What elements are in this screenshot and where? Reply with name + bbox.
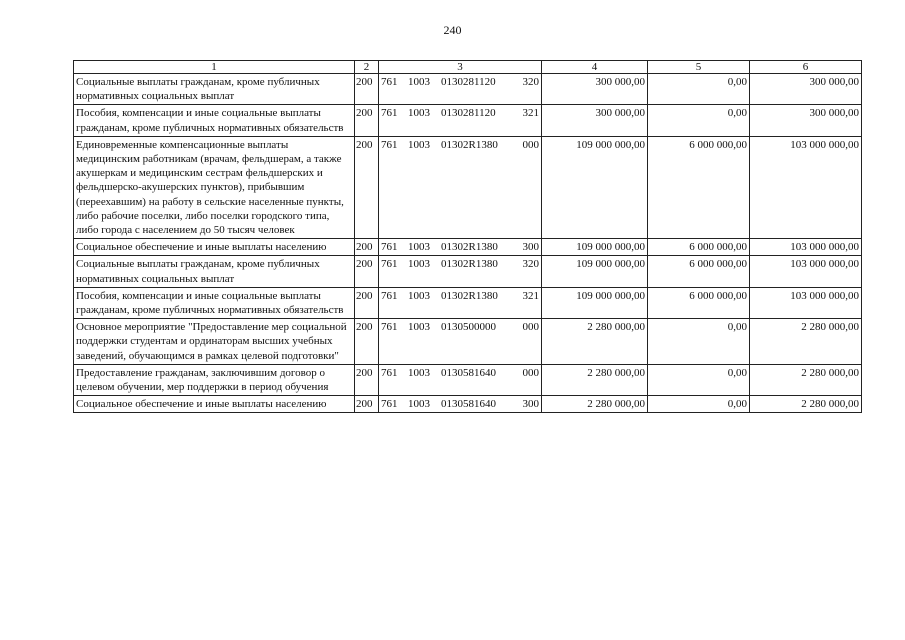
row-classification-code [379,74,542,105]
row-value-6: 2 280 000,00 [750,319,862,365]
code-target-article: 0130581640 [441,398,496,411]
row-classification-code [379,239,542,256]
row-value-4: 300 000,00 [542,74,648,105]
row-code-2: 200 [355,256,379,287]
row-classification-code [379,319,542,365]
row-code-2: 200 [355,74,379,105]
row-code-2: 200 [355,319,379,365]
row-value-6: 300 000,00 [750,105,862,136]
code-ministry: 761 [381,398,398,411]
table-row [74,364,862,395]
row-name: Социальные выплаты гражданам, кроме публичных нормативных социальных выплат [74,74,355,105]
table-row [74,105,862,136]
code-section: 1003 [408,366,430,379]
table-row [74,136,862,238]
code-ministry: 761 [381,289,398,302]
row-value-5: 0,00 [648,74,750,105]
code-target-article: 01302R1380 [441,258,498,271]
code-section: 1003 [408,107,430,120]
row-name: Социальное обеспечение и иные выплаты населению [74,396,355,413]
code-ministry: 761 [381,76,398,88]
table-row [74,319,862,365]
row-code-2: 200 [355,136,379,238]
row-code-2: 200 [355,364,379,395]
code-target-article: 01302R1380 [441,138,498,151]
table-row [74,74,862,105]
row-name: Предоставление гражданам, заключившим договор о целевом обучении, мер поддержки в период обучения [74,364,355,395]
code-section: 1003 [408,398,430,411]
row-value-6: 103 000 000,00 [750,256,862,287]
code-target-article: 0130281120 [441,107,496,120]
table-row [74,256,862,287]
code-ministry: 761 [381,366,398,379]
code-target-article: 0130500000 [441,321,496,334]
code-section: 1003 [408,258,430,271]
row-name: Социальные выплаты гражданам, кроме публичных нормативных социальных выплат [74,256,355,287]
row-value-6: 103 000 000,00 [750,287,862,318]
row-code-2: 200 [355,396,379,413]
row-value-6: 2 280 000,00 [750,364,862,395]
row-value-5: 6 000 000,00 [648,136,750,238]
column-header: 1 [74,61,355,74]
code-target-article: 0130581640 [441,366,496,379]
code-section: 1003 [408,138,430,151]
row-name: Социальное обеспечение и иные выплаты населению [74,239,355,256]
code-ministry: 761 [381,241,398,254]
row-name: Основное мероприятие "Предоставление мер социальной поддержки студентам и ординаторам высших учебных заведений, обучающимся в рамках целевой подготовки" [74,319,355,365]
code-ministry: 761 [381,258,398,271]
code-ministry: 761 [381,107,398,120]
code-target-article: 01302R1380 [441,241,498,254]
row-classification-code [379,364,542,395]
column-header: 2 [355,61,379,74]
code-ministry: 761 [381,321,398,334]
row-value-5: 0,00 [648,105,750,136]
code-expense-type: 320 [522,76,539,88]
row-classification-code [379,105,542,136]
row-classification-code [379,287,542,318]
code-section: 1003 [408,241,430,254]
row-value-5: 0,00 [648,319,750,365]
row-value-4: 2 280 000,00 [542,319,648,365]
row-value-6: 103 000 000,00 [750,136,862,238]
table-header-row [74,61,862,74]
row-value-5: 6 000 000,00 [648,239,750,256]
table-row [74,287,862,318]
code-expense-type: 300 [522,398,539,411]
row-classification-code [379,396,542,413]
budget-table [73,60,862,413]
row-name: Единовременные компенсационные выплаты медицинским работникам (врачам, фельдшерам, а также акушеркам и медицинским сестрам фельдшерских и фельдшерско-акушерских пунктов), прибывшим (переехавшим) на работу в сельские населенные пункты, либо рабочие поселки, либо поселки городского типа, либо города с населением до 50 тысяч человек [74,136,355,238]
column-header: 6 [750,61,862,74]
row-code-2: 200 [355,239,379,256]
row-value-4: 2 280 000,00 [542,396,648,413]
code-expense-type: 321 [522,289,539,302]
code-expense-type: 000 [522,366,539,379]
code-section: 1003 [408,321,430,334]
row-value-4: 2 280 000,00 [542,364,648,395]
code-expense-type: 320 [522,258,539,271]
code-expense-type: 000 [522,138,539,151]
row-classification-code [379,136,542,238]
row-value-4: 109 000 000,00 [542,256,648,287]
row-value-6: 2 280 000,00 [750,396,862,413]
row-code-2: 200 [355,105,379,136]
row-value-6: 103 000 000,00 [750,239,862,256]
column-header: 4 [542,61,648,74]
code-expense-type: 321 [522,107,539,120]
row-value-4: 109 000 000,00 [542,136,648,238]
page-number: 240 [443,23,462,37]
table-row [74,239,862,256]
code-expense-type: 000 [522,321,539,334]
code-section: 1003 [408,76,430,88]
column-header: 5 [648,61,750,74]
code-ministry: 761 [381,138,398,151]
row-value-5: 0,00 [648,364,750,395]
row-value-6: 300 000,00 [750,74,862,105]
row-value-5: 6 000 000,00 [648,256,750,287]
row-value-5: 0,00 [648,396,750,413]
code-target-article: 01302R1380 [441,289,498,302]
code-target-article: 0130281120 [441,76,496,88]
row-value-4: 109 000 000,00 [542,239,648,256]
column-header: 3 [379,61,542,74]
row-value-5: 6 000 000,00 [648,287,750,318]
row-classification-code [379,256,542,287]
row-name: Пособия, компенсации и иные социальные выплаты гражданам, кроме публичных нормативных обязательств [74,287,355,318]
table-row [74,396,862,413]
code-section: 1003 [408,289,430,302]
code-expense-type: 300 [522,241,539,254]
row-code-2: 200 [355,287,379,318]
row-value-4: 109 000 000,00 [542,287,648,318]
row-name: Пособия, компенсации и иные социальные выплаты гражданам, кроме публичных нормативных обязательств [74,105,355,136]
row-value-4: 300 000,00 [542,105,648,136]
